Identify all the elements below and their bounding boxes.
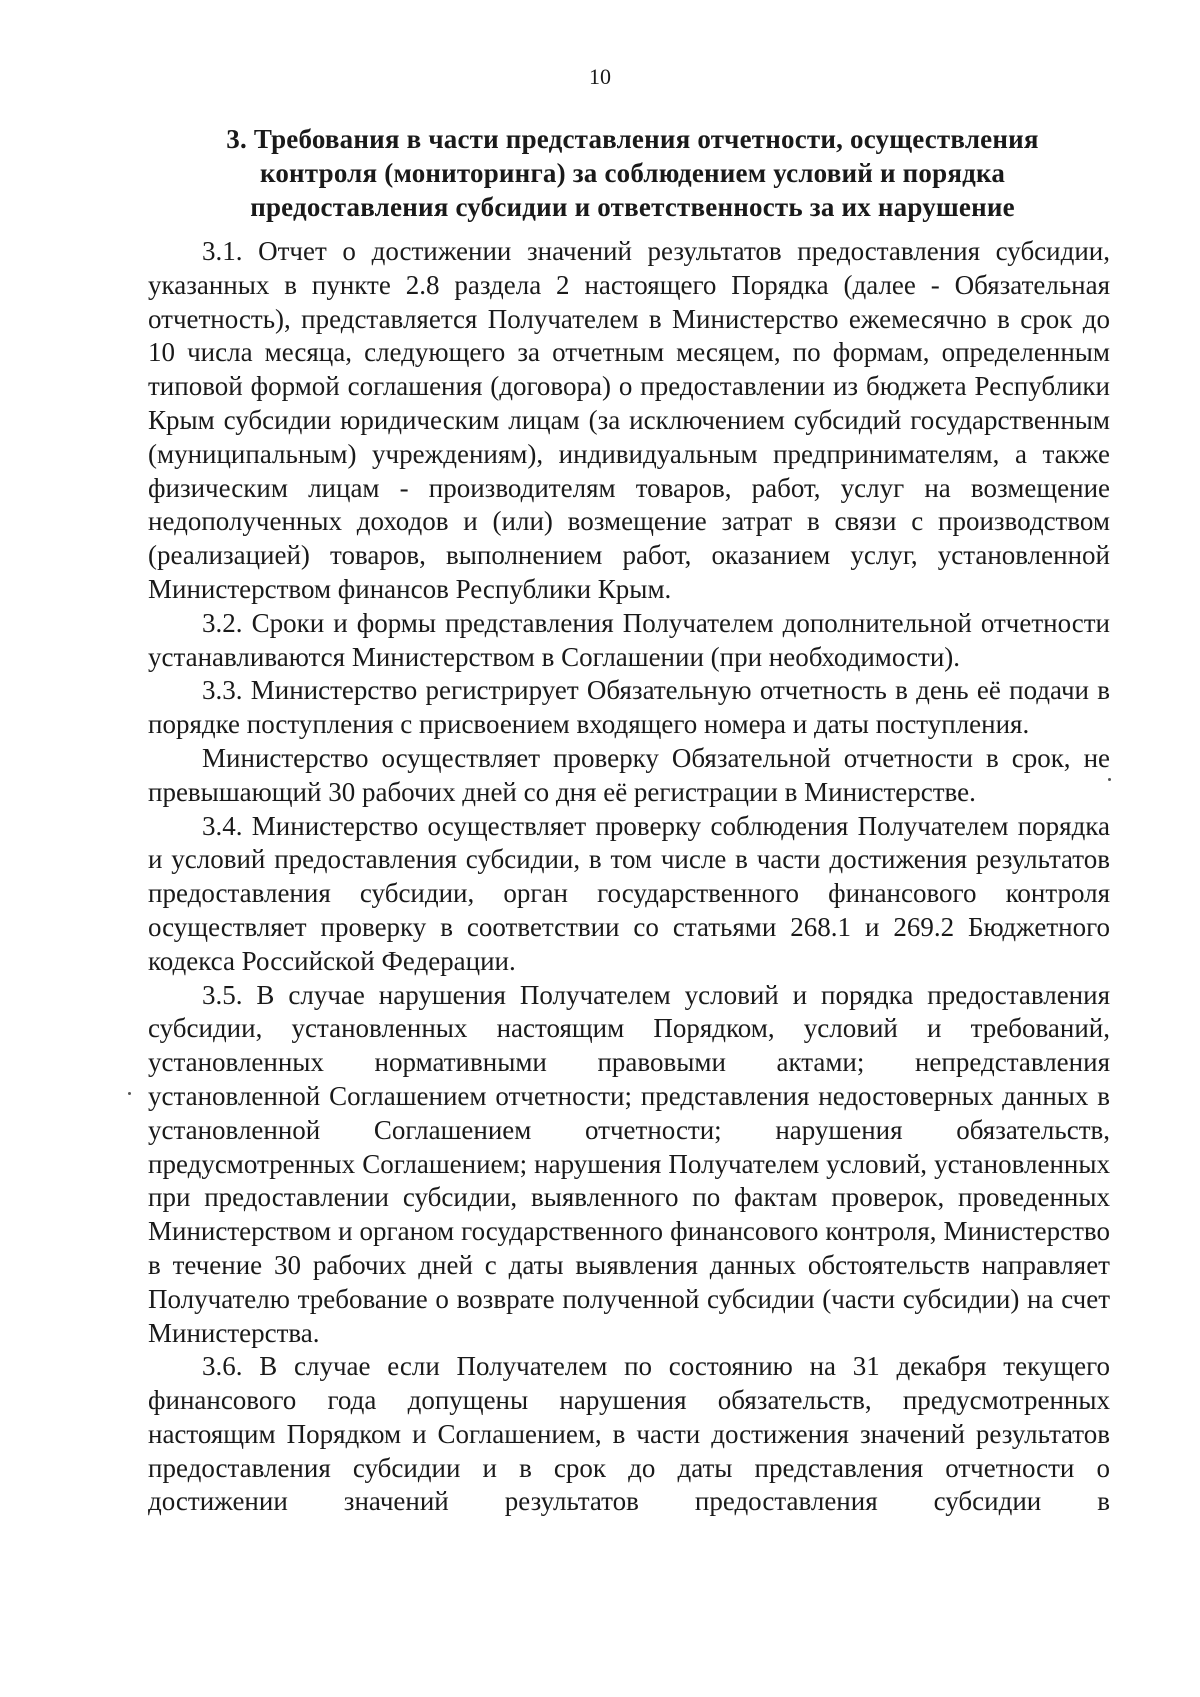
paragraph-3-3-check: Министерство осуществляет проверку Обязательной отчетности в срок, не превышающий 30 рабочих дней со дня её регистрации в Министерстве.	[148, 742, 1110, 807]
section-heading-line: контроля (мониторинга) за соблюдением условий и порядка	[259, 158, 1006, 188]
section-heading-line: 3. Требования в части представления отчетности, осуществления	[226, 124, 1039, 154]
page-number: 10	[589, 64, 611, 89]
section-heading	[150, 122, 1115, 224]
scan-artifact	[1108, 778, 1111, 781]
paragraph-3-4: 3.4. Министерство осуществляет проверку соблюдения Получателем порядка и условий предоставления субсидии, в том числе в части достижения результатов предоставления субсидии, орган государственного финансового контроля осуществляет проверку в соответствии со статьями 268.1 и 269.2 Бюджетного кодекса Российской Федерации.	[148, 810, 1110, 976]
scan-artifact	[128, 1092, 131, 1095]
paragraph-3-2: 3.2. Сроки и формы представления Получателем дополнительной отчетности устанавливаются Министерством в Соглашении (при необходимости).	[148, 607, 1110, 672]
document-body	[148, 235, 1110, 1519]
paragraph-3-1: 3.1. Отчет о достижении значений результатов предоставления субсидии, указанных в пункте 2.8 раздела 2 настоящего Порядка (далее - Обязательная отчетность), представляется Получателем в Министерство ежемесячно в срок до 10 числа месяца, следующего за отчетным месяцем, по формам, определенным типовой формой соглашения (договора) о предоставлении из бюджета Республики Крым субсидии юридическим лицам (за исключением субсидий государственным (муниципальным) учреждениям), индивидуальным предпринимателям, а также физическим лицам - производителям товаров, работ, услуг на возмещение недополученных доходов и (или) возмещение затрат в связи с производством (реализацией) товаров, выполнением работ, оказанием услуг, установленной Министерством финансов Республики Крым.	[148, 236, 1110, 604]
paragraph-3-6: 3.6. В случае если Получателем по состоянию на 31 декабря текущего финансового года допущены нарушения обязательств, предусмотренных настоящим Порядком и Соглашением, в части достижения значений результатов предоставления субсидии и в срок до даты представления отчетности о достижении значений результатов предоставления субсидии в	[148, 1351, 1110, 1517]
section-heading-line: предоставления субсидии и ответственность за их нарушение	[250, 192, 1015, 222]
paragraph-3-3: 3.3. Министерство регистрирует Обязательную отчетность в день её подачи в порядке поступления с присвоением входящего номера и даты поступления.	[148, 675, 1110, 740]
paragraph-3-5: 3.5. В случае нарушения Получателем условий и порядка предоставления субсидии, установленных настоящим Порядком, условий и требований, установленных нормативными правовыми актами; непредставления установленной Соглашением отчетности; представления недостоверных данных в установленной Соглашением отчетности; нарушения обязательств, предусмотренных Соглашением; нарушения Получателем условий, установленных при предоставлении субсидии, выявленного по фактам проверок, проведенных Министерством и органом государственного финансового контроля, Министерство в течение 30 рабочих дней с даты выявления данных обстоятельств направляет Получателю требование о возврате полученной субсидии (части субсидии) на счет Министерства.	[148, 979, 1110, 1348]
